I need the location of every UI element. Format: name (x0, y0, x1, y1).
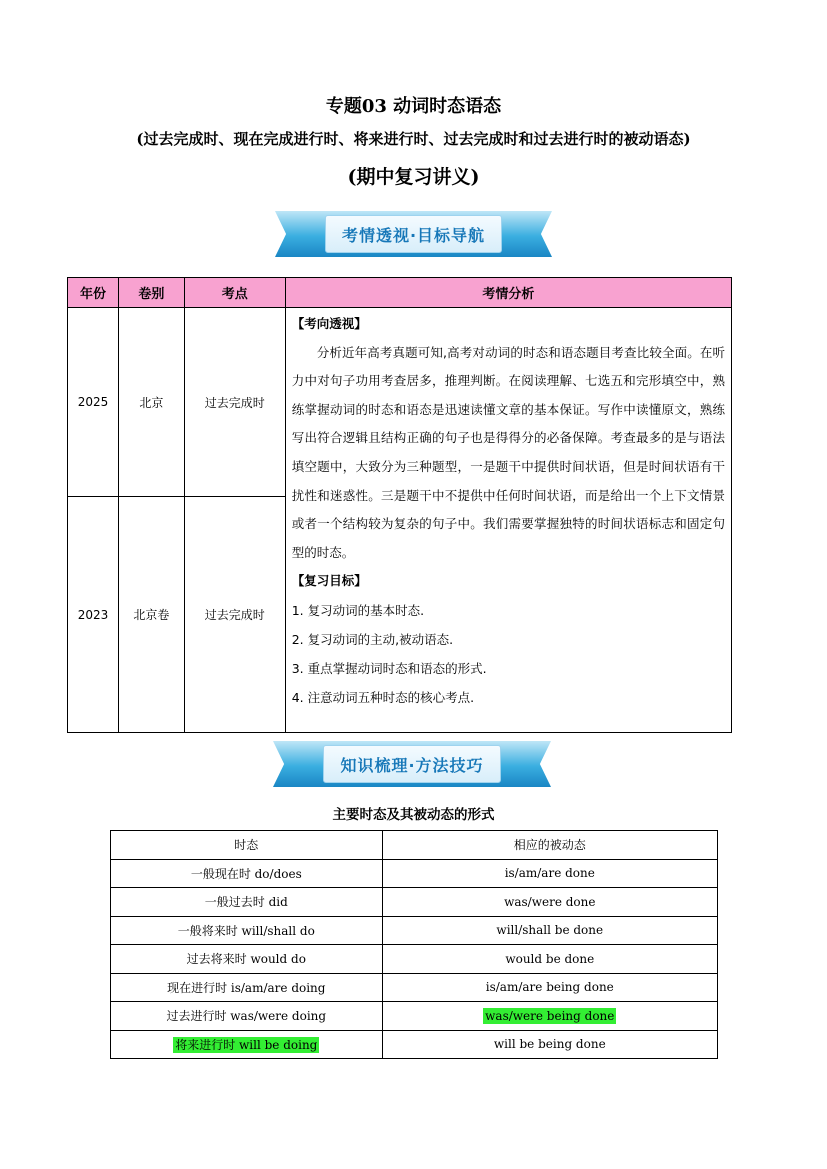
forms-table-title: 主要时态及其被动态的形式 (332, 807, 495, 823)
header-year: 年份 (68, 278, 119, 308)
passive-cell: will be being done (382, 1030, 717, 1059)
row-year: 2025 (68, 308, 119, 497)
document-subtitle: (过去完成时、现在完成进行时、将来进行时、过去完成时和过去进行时的被动语态) (136, 130, 691, 148)
document-title: 专题03 动词时态语态 (325, 96, 502, 117)
tense-cell: 一般过去时 did (111, 888, 383, 917)
exam-analysis-table (67, 277, 732, 733)
header-analysis: 考情分析 (285, 278, 731, 308)
banner-exam-analysis-label: 考情透视·目标导航 (325, 215, 502, 253)
header-point: 考点 (184, 278, 285, 308)
goal-item: 2. 复习动词的主动,被动语态. (291, 631, 454, 647)
analysis-cell (285, 308, 731, 733)
goal-item: 1. 复习动词的基本时态. (291, 602, 425, 618)
banner-knowledge (273, 741, 551, 787)
tense-cell: 现在进行时 is/am/are doing (111, 973, 383, 1002)
highlighted-passive: was/were being done (485, 1008, 615, 1023)
tense-cell: 一般将来时 will/shall do (111, 916, 383, 945)
header-passive: 相应的被动态 (382, 831, 717, 860)
analysis-heading: 【考向透视】 (291, 316, 367, 331)
banner-exam-analysis (275, 211, 552, 257)
passive-cell (382, 1002, 717, 1031)
passive-cell: is/am/are being done (382, 973, 717, 1002)
tense-cell: 一般现在时 do/does (111, 859, 383, 888)
row-point: 过去完成时 (184, 497, 285, 733)
analysis-text: 分析近年高考真题可知,高考对动词的时态和语态题目考查比较全面。在听力中对句子功用考查居多，推理判断。在阅读理解、七选五和完形填空中，熟练掌握动词的时态和语态是迅速读懂文章的基本保证。写作中读懂原文，熟练写出符合逻辑且结构正确的句子也是得得分的必备保障。考查最多的是与语法填空题中，大致分为三种题型，一是题干中提供时间状语，但是时间状语有干扰性和迷惑性。三是题干中不提供中任何时间状语，而是给出一个上下文情景或者一个结构较为复杂的句子中。我们需要掌握独特的时间状语标志和固定句型的时态。 (291, 344, 725, 560)
row-year: 2023 (68, 497, 119, 733)
tense-forms-table (110, 830, 718, 1059)
row-paper: 北京卷 (118, 497, 184, 733)
banner-knowledge-label: 知识梳理·方法技巧 (323, 745, 501, 783)
row-point: 过去完成时 (184, 308, 285, 497)
passive-cell: is/am/are done (382, 859, 717, 888)
passive-cell: will/shall be done (382, 916, 717, 945)
row-paper: 北京 (118, 308, 184, 497)
goal-item: 4. 注意动词五种时态的核心考点. (291, 689, 475, 705)
header-tense: 时态 (111, 831, 383, 860)
goal-item: 3. 重点掌握动词时态和语态的形式. (291, 660, 487, 676)
tense-cell: 过去将来时 would do (111, 945, 383, 974)
passive-cell: was/were done (382, 888, 717, 917)
tense-cell (111, 1030, 383, 1059)
passive-cell: would be done (382, 945, 717, 974)
highlighted-tense: 将来进行时 will be doing (175, 1037, 318, 1052)
tense-cell: 过去进行时 was/were doing (111, 1002, 383, 1031)
header-paper: 卷别 (118, 278, 184, 308)
goal-heading: 【复习目标】 (291, 573, 367, 589)
document-note: (期中复习讲义) (347, 166, 480, 188)
